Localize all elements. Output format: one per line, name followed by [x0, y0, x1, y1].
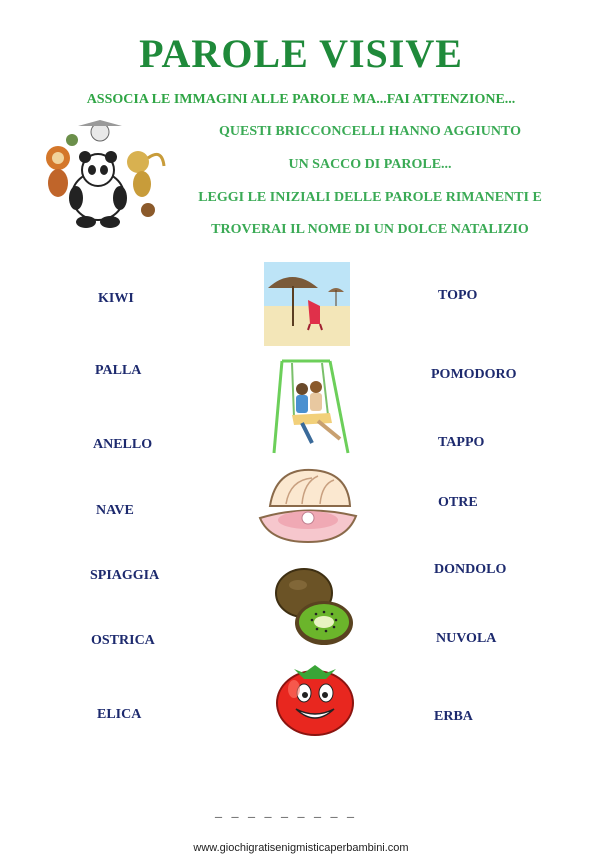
- word-left: KIWI: [98, 291, 134, 306]
- subtext-line: UN SACCO DI PAROLE...: [288, 157, 452, 172]
- word-left: OSTRICA: [91, 633, 155, 648]
- cartoon-characters-icon: [38, 118, 168, 230]
- word-right: DONDOLO: [434, 562, 507, 577]
- oyster-shell-icon: [256, 466, 360, 548]
- word-left: PALLA: [95, 363, 142, 378]
- word-left: ANELLO: [93, 437, 153, 452]
- kiwi-icon: [272, 565, 356, 649]
- word-right: POMODORO: [431, 367, 517, 382]
- beach-umbrella-icon: [264, 262, 350, 346]
- word-right: TAPPO: [438, 435, 485, 450]
- word-right: ERBA: [434, 709, 473, 724]
- swing-couple-icon: [268, 357, 354, 459]
- footer-url: www.giochigratisenigmisticaperbambini.com: [193, 842, 409, 854]
- subtext-line: LEGGI LE INIZIALI DELLE PAROLE RIMANENTI E: [198, 190, 542, 205]
- word-left: NAVE: [96, 503, 134, 518]
- word-left: SPIAGGIA: [90, 568, 160, 583]
- page-title: PAROLE VISIVE: [139, 31, 463, 76]
- instruction: ASSOCIA LE IMMAGINI ALLE PAROLE MA...FAI ATTENZIONE...: [86, 92, 516, 107]
- subtext-line: QUESTI BRICCONCELLI HANNO AGGIUNTO: [219, 124, 521, 139]
- word-right: OTRE: [438, 495, 478, 510]
- answer-blanks: _ _ _ _ _ _ _ _ _: [215, 805, 357, 820]
- word-left: ELICA: [97, 707, 142, 722]
- subtext-line: TROVERAI IL NOME DI UN DOLCE NATALIZIO: [211, 222, 529, 237]
- tomato-icon: [274, 661, 356, 737]
- word-right: TOPO: [438, 288, 478, 303]
- word-right: NUVOLA: [436, 631, 497, 646]
